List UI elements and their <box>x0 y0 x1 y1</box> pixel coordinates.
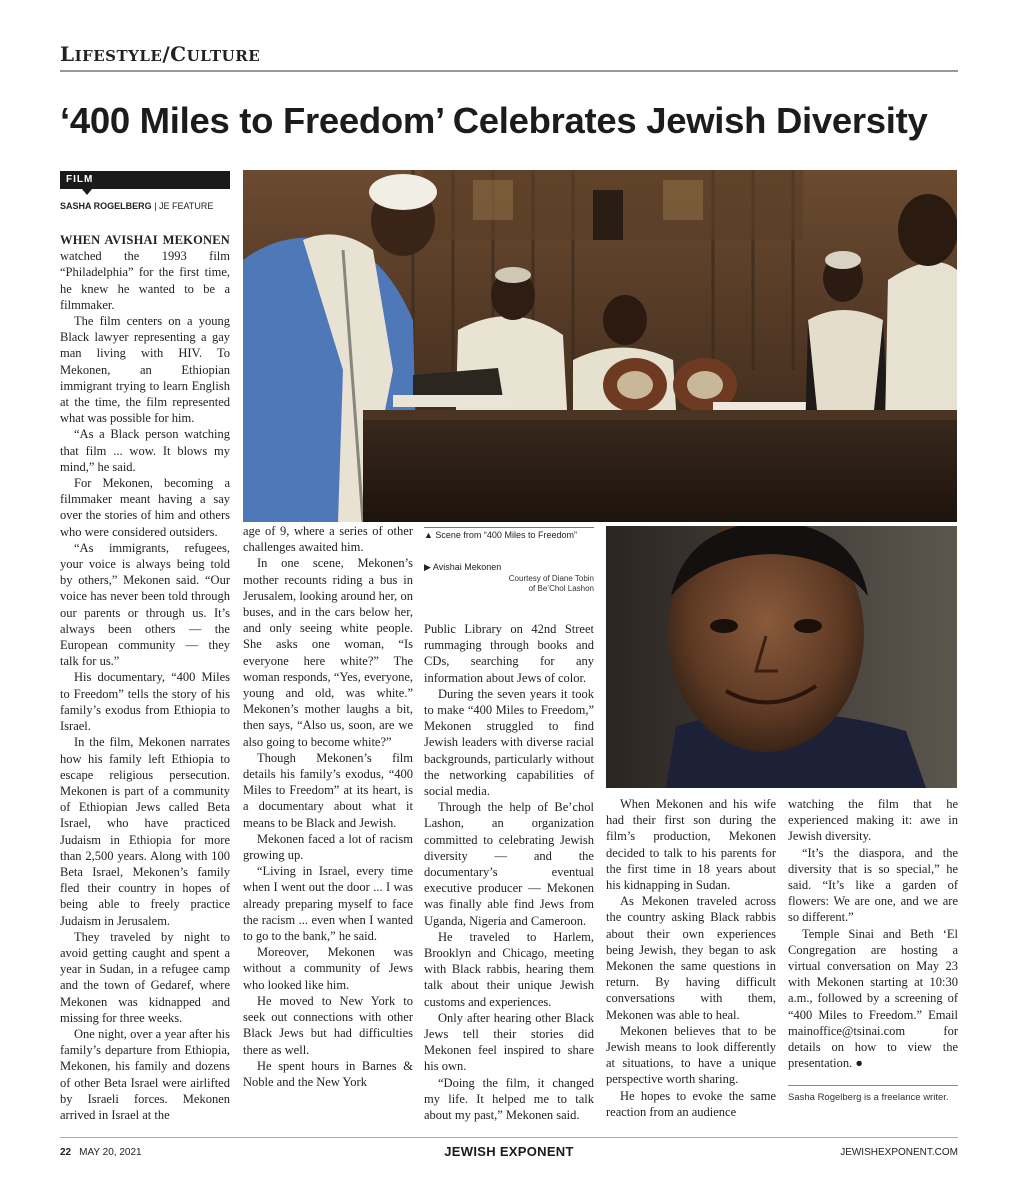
byline-affiliation: JE FEATURE <box>159 201 214 211</box>
paragraph: “It’s the diaspora, and the diversity that is so special,” he said. “It’s like a garden of flowers: We are one, and we are so different.” <box>788 845 958 925</box>
article-column-4 <box>606 796 776 1120</box>
paragraph: Mekonen faced a lot of racism growing up. <box>243 831 413 863</box>
paragraph: He traveled to Harlem, Brooklyn and Chicago, meeting with Black rabbis, hearing them talk about their unique Jewish customs and experiences. <box>424 929 594 1009</box>
paragraph <box>788 926 958 1072</box>
tag-notch <box>82 189 92 195</box>
paragraph: He spent hours in Barnes & Noble and the New York <box>243 1058 413 1089</box>
photo-credit-line1: Courtesy of Diane Tobin <box>508 574 594 583</box>
paragraph: “As a Black person watching that film ... wow. It blows my mind,” he said. <box>60 427 230 474</box>
paragraph-text: Temple Sinai and Beth ‘El Congregation are hosting a virtual conversation on May 23 with Mekonen starting at 10:30 a.m., followed by a screening of “400 Miles to Freedom.” Email mainoffice@tsinai.com for details on how to view the presentation. <box>788 926 958 1071</box>
paragraph: Public Library on 42nd Street rummaging through books and CDs, searching for any information about Jews of color. <box>424 622 594 685</box>
paragraph: They traveled by night to avoid getting caught and spent a year in Sudan, in a refugee camp and the town of Gedaref, where Mekonen was kidnapped and missing for three weeks. <box>60 929 230 1025</box>
byline <box>60 201 213 211</box>
page-number: 22 <box>60 1147 72 1158</box>
paragraph: As Mekonen traveled across the country asking Black rabbis about their own experiences being Jewish, they began to ask Mekonen the same questions in return. By having difficult conversations with them, Mekonen was able to heal. <box>606 894 776 1022</box>
headline: ‘400 Miles to Freedom’ Celebrates Jewish Diversity <box>60 100 928 141</box>
lead-paragraph <box>60 232 230 313</box>
paragraph: His documentary, “400 Miles to Freedom” tells the story of his family’s exodus from Ethiopia to Israel. <box>60 670 230 734</box>
bio-rule <box>788 1085 958 1086</box>
end-mark: ● <box>852 1056 863 1071</box>
article-column-3 <box>424 621 594 1123</box>
lead-in: WHEN AVISHAI MEKONEN <box>60 233 230 247</box>
article-column-2 <box>243 523 413 1090</box>
paragraph: One night, over a year after his family’s departure from Ethiopia, Mekonen, his family and dozens of other Beta Israel were airlifted by Israeli forces. Mekonen arrived in Israel at the <box>60 1026 230 1122</box>
paragraph: For Mekonen, becoming a filmmaker meant having a say over the stories of him and others who were considered outsiders. <box>60 476 230 539</box>
paragraph: Only after hearing other Black Jews tell their stories did Mekonen feel inspired to share his own. <box>424 1010 594 1074</box>
paragraph: Moreover, Mekonen was without a community of Jews who looked like him. <box>243 945 413 992</box>
paragraph: The film centers on a young Black lawyer representing a gay man living with HIV. To Mekonen, an Ethiopian immigrant trying to learn English at the time, the film represented what was possible for him. <box>60 314 230 426</box>
paragraph: He moved to New York to seek out connections with other Black Jews but had difficulties there as well. <box>243 993 413 1057</box>
photo-credit <box>424 574 594 594</box>
film-tag: FILM <box>60 171 230 189</box>
byline-author: SASHA ROGELBERG <box>60 201 152 211</box>
paragraph: When Mekonen and his wife had their first son during the film’s production, Mekonen decided to talk to his parents for the first time in 18 years about his kidnapping in Sudan. <box>606 797 776 893</box>
issue-date: MAY 20, 2021 <box>79 1147 142 1158</box>
portrait-caption: ▶ Avishai Mekonen <box>424 562 502 572</box>
paragraph: “Doing the film, it changed my life. It helped me to talk about my past,” Mekonen said. <box>424 1075 594 1123</box>
portrait-photo <box>606 526 957 788</box>
header-rule <box>60 70 958 72</box>
footer-rule <box>60 1137 958 1138</box>
scene-caption: ▲ Scene from “400 Miles to Freedom” <box>424 530 577 540</box>
paragraph: Mekonen believes that to be Jewish means to look differently at situations, to have a unique perspective worth sharing. <box>606 1023 776 1087</box>
paragraph: “Living in Israel, every time when I went out the door ... I was already preparing myself to face the racism ... even when I wanted to go to the bank,” he said. <box>243 864 413 944</box>
paragraph: He hopes to evoke the same reaction from an audience <box>606 1088 776 1119</box>
lead-text: watched the 1993 film “Philadelphia” for the first time, he knew he wanted to be a filmmaker. <box>60 249 230 312</box>
publication-name: JEWISH EXPONENT <box>444 1144 574 1159</box>
article-column-1 <box>60 232 230 1123</box>
article-column-5 <box>788 796 958 1071</box>
scene-photo-image <box>243 170 957 522</box>
paragraph: In one scene, Mekonen’s mother recounts riding a bus in Jerusalem, looking around her, on buses, and in the cars below her, and only seeing white people. She asks one woman, “Is everyone here white?” The woman responds, “Yes, everyone, young and old, was white.” Mekonen’s mother laughs a bit, then says, “Also us, soon, are we also going to become white?” <box>243 556 413 749</box>
author-bio: Sasha Rogelberg is a freelance writer. <box>788 1092 949 1103</box>
caption-rule <box>424 527 594 528</box>
paragraph: age of 9, where a series of other challenges awaited him. <box>243 524 413 555</box>
paragraph: During the seven years it took to make “400 Miles to Freedom,” Mekonen struggled to find Jewish leaders with diverse racial backgrounds, particularly without the networking capabilities of social media. <box>424 686 594 799</box>
paragraph: In the film, Mekonen narrates how his family left Ethiopia to escape religious persecution. Mekonen is part of a community of Ethiopian Jews called Beta Israel, who have practiced Judaism in Ethiopia for more than 2,500 years. Along with 100 Beta Israel, Mekonen’s family fled their country in hopes of being able to freely practice Judaism in Jerusalem. <box>60 735 230 928</box>
website: JEWISHEXPONENT.COM <box>840 1147 958 1158</box>
section-label: LIFESTYLE/CULTURE <box>60 42 261 66</box>
portrait-photo-image <box>606 526 957 788</box>
paragraph: Through the help of Be’chol Lashon, an organization committed to celebrating Jewish diversity — and the documentary’s eventual executive producer — Mekonen was finally able find Jews from Uganda, Nigeria and Cameroon. <box>424 800 594 928</box>
photo-credit-line2: of Be’Chol Lashon <box>528 584 594 593</box>
byline-sep: | <box>151 201 160 211</box>
paragraph: Though Mekonen’s film details his family’s exodus, “400 Miles to Freedom” at its heart, is a documentary about what it means to be Black and Jewish. <box>243 750 413 830</box>
paragraph: watching the film that he experienced making it: awe in Jewish diversity. <box>788 797 958 844</box>
scene-photo <box>243 170 957 522</box>
paragraph: “As immigrants, refugees, your voice is always being told by others,” Mekonen said. “Our voice has never been told through our parents or through us. It’s always been others — the European community — they talk for us.” <box>60 540 230 669</box>
